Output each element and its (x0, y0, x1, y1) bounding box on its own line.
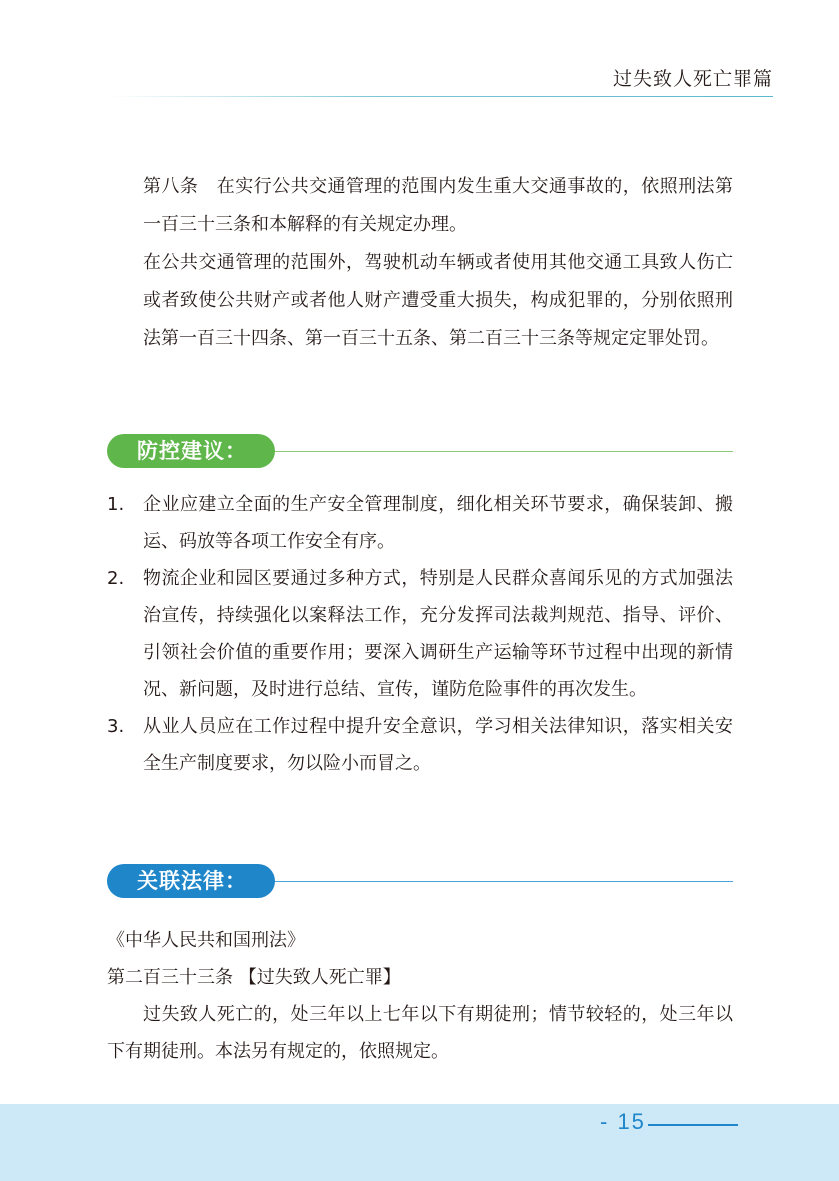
section-title: 防控建议： (107, 434, 275, 468)
law-name: 《中华人民共和国刑法》 (107, 930, 305, 951)
list-number: 1. (107, 494, 125, 515)
page-number: - 15 (600, 1109, 646, 1134)
article-text (143, 168, 733, 358)
list-text: 企业应建立全面的生产安全管理制度，细化相关环节要求，确保装卸、搬运、码放等各项工作安全有序。 (143, 494, 733, 552)
header-title: 过失致人死亡罪篇 (612, 68, 773, 90)
header-divider (110, 96, 773, 97)
laws-section-header (107, 864, 733, 898)
section-title: 关联法律： (107, 864, 275, 898)
section-rule (267, 881, 733, 882)
article-paragraph-1: 第八条 在实行公共交通管理的范围内发生重大交通事故的，依照刑法第一百三十三条和本解释的有关规定办理。 (143, 176, 733, 235)
law-article: 第二百三十三条 【过失致人死亡罪】 (107, 967, 401, 988)
list-number: 3. (107, 716, 125, 737)
prevention-list (107, 486, 733, 782)
list-item (107, 486, 733, 560)
list-number: 2. (107, 568, 125, 589)
page-number-rule (648, 1124, 738, 1126)
prevention-section-header (107, 434, 733, 468)
footer-band (0, 1104, 839, 1181)
list-item (107, 560, 733, 708)
law-text (107, 922, 733, 1070)
list-text: 从业人员应在工作过程中提升安全意识，学习相关法律知识，落实相关安全生产制度要求，勿以险小而冒之。 (143, 716, 733, 774)
law-body: 过失致人死亡的，处三年以上七年以下有期徒刑；情节较轻的，处三年以下有期徒刑。本法另有规定的，依照规定。 (107, 1004, 733, 1062)
section-rule (267, 451, 733, 452)
list-text: 物流企业和园区要通过多种方式，特别是人民群众喜闻乐见的方式加强法治宣传，持续强化以案释法工作，充分发挥司法裁判规范、指导、评价、引领社会价值的重要作用；要深入调研生产运输等环节过程中出现的新情况、新问题，及时进行总结、宣传，谨防危险事件的再次发生。 (143, 568, 733, 700)
article-paragraph-2: 在公共交通管理的范围外，驾驶机动车辆或者使用其他交通工具致人伤亡或者致使公共财产或者他人财产遭受重大损失，构成犯罪的，分别依照刑法第一百三十四条、第一百三十五条、第二百三十三条等规定定罪处罚。 (143, 252, 733, 349)
list-item (107, 708, 733, 782)
